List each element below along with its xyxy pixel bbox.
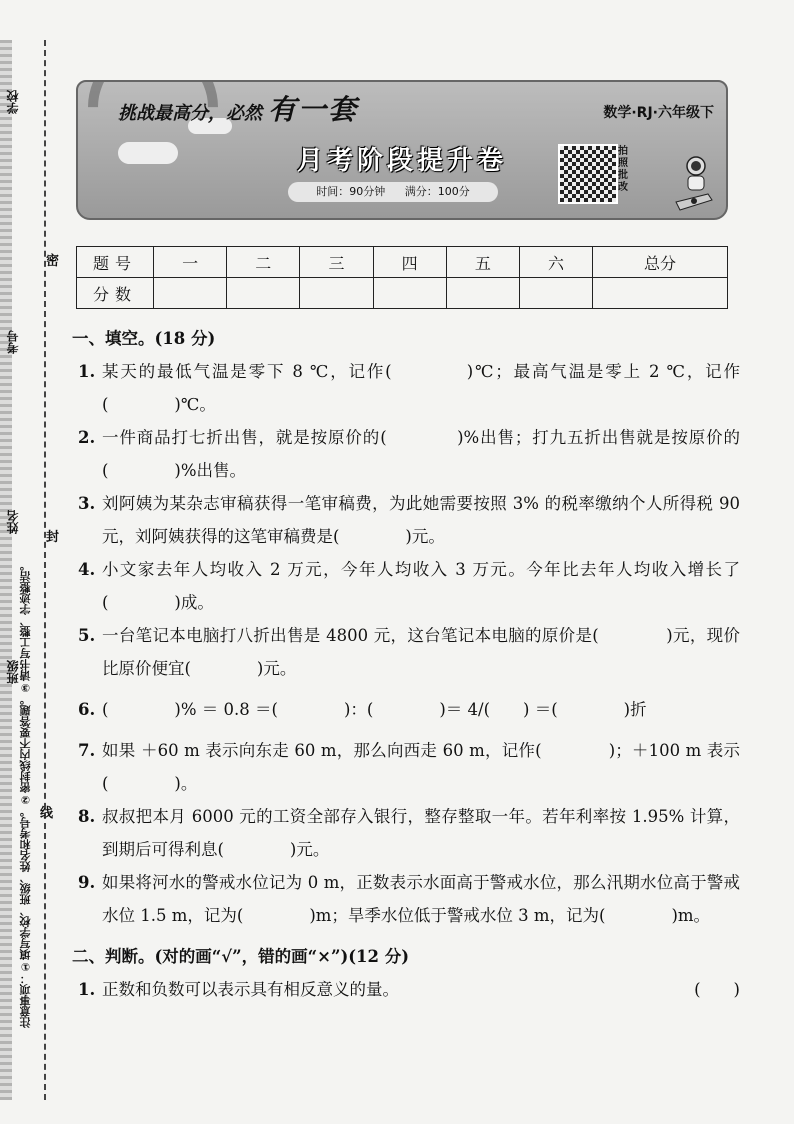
field-exam-number: 考号 (6, 330, 20, 354)
score-cell[interactable] (593, 278, 728, 309)
binding-margin (0, 40, 60, 1100)
question (76, 619, 740, 685)
slogan-big: 有一套 (268, 93, 359, 126)
score-cell[interactable] (227, 278, 300, 309)
question-number: 5. (78, 626, 96, 645)
score-table (76, 246, 728, 309)
seal-mark-feng: 封 (46, 530, 60, 545)
score-column: 一 (154, 247, 227, 278)
question-number: 7. (78, 741, 96, 760)
score-column: 总分 (593, 247, 728, 278)
exam-content (72, 322, 740, 1006)
judge-answer-box[interactable]: ( ) (694, 980, 740, 999)
score-cell[interactable] (373, 278, 446, 309)
score-cell[interactable] (154, 278, 227, 309)
header-banner (76, 80, 728, 220)
score-table-row-label: 题号 (77, 247, 154, 278)
question-text: 叔叔把本月 6000 元的工资全部存入银行，整存整取一年。若年利率按 1.95% 计算，到期后可得利息( )元。 (102, 807, 740, 859)
section-title: 二、判断。(对的画“√”，错的画“×”)(12 分) (72, 947, 410, 966)
qr-code-icon[interactable] (558, 144, 618, 204)
question-text: 一台笔记本电脑打八折出售是 4800 元，这台笔记本电脑的原价是( )元，现价比原价便宜( )元。 (102, 626, 740, 678)
binding-stripe (0, 40, 12, 1100)
full-score: 满分：100分 (404, 185, 470, 198)
question-text: 如果将河水的警戒水位记为 0 m，正数表示水面高于警戒水位，那么汛期水位高于警戒水位 1.5 m，记为( )m；旱季水位低于警戒水位 3 m，记为( )m。 (102, 873, 740, 925)
question-number: 1. (78, 980, 96, 999)
question-text: 刘阿姨为某杂志审稿获得一笔审稿费，为此她需要按照 3% 的税率缴纳个人所得税 90 元，刘阿姨获得的这笔审稿费是( )元。 (102, 494, 740, 546)
question-number: 3. (78, 494, 96, 513)
question (76, 487, 740, 553)
exam-title: 月考阶段提升卷 (296, 146, 507, 176)
field-school: 学校 (6, 90, 20, 114)
score-column: 五 (446, 247, 519, 278)
question-number: 2. (78, 428, 96, 447)
field-class: 班级 (6, 660, 20, 684)
seal-line (44, 40, 46, 1100)
question-number: 9. (78, 873, 96, 892)
score-table-header-row (77, 247, 728, 278)
score-cell[interactable] (446, 278, 519, 309)
question-text (102, 973, 740, 1006)
question (76, 553, 740, 619)
question-text: ( )% ＝ 0.8 ＝( )：( )＝ 4/( ) ＝( )折 (102, 700, 647, 719)
exam-time: 时间：90分钟 (316, 185, 386, 198)
question-number: 6. (78, 700, 96, 719)
score-cell[interactable] (519, 278, 592, 309)
subject-label: 数学·RJ·六年级下 (603, 105, 714, 121)
score-cell[interactable] (300, 278, 373, 309)
score-table-score-row (77, 278, 728, 309)
question (76, 355, 740, 421)
question (76, 973, 740, 1006)
judge-statement: 正数和负数可以表示具有相反意义的量。 (102, 980, 399, 999)
question (76, 800, 740, 866)
question-text: 某天的最低气温是零下 8 ℃，记作( )℃；最高气温是零上 2 ℃，记作( )℃。 (102, 362, 740, 414)
qr-note: 拍照批改 (618, 146, 628, 193)
question-text: 一件商品打七折出售，就是按原价的( )%出售；打九五折出售就是按原价的( )%出售。 (102, 428, 740, 480)
field-name: 姓名 (6, 510, 20, 534)
question (76, 734, 740, 800)
slogan-text: 挑战最高分，必然 (118, 103, 262, 124)
score-column: 六 (519, 247, 592, 278)
question-text: 如果 ＋60 m 表示向东走 60 m，那么向西走 60 m，记作( )；＋100 m 表示( )。 (102, 741, 740, 793)
question (76, 693, 740, 726)
score-column: 四 (373, 247, 446, 278)
score-column: 三 (300, 247, 373, 278)
question-text: 小文家去年人均收入 2 万元，今年人均收入 3 万元。今年比去年人均收入增长了( )成。 (102, 560, 740, 612)
question-number: 8. (78, 807, 96, 826)
astronaut-rocket-icon (674, 154, 714, 214)
seal-mark-xian: 线 (40, 806, 54, 821)
slogan (118, 88, 358, 128)
time-bar (288, 182, 498, 202)
question (76, 866, 740, 932)
binding-notice: 注意事项：①填写学校、班级、姓名和考号。②密封线内不要答题。③请书写工整、字迹整洁。 (19, 560, 32, 1028)
question (76, 421, 740, 487)
score-column: 二 (227, 247, 300, 278)
section-title: 一、填空。(18 分) (72, 329, 216, 348)
seal-mark-mi: 密 (46, 254, 60, 269)
question-number: 4. (78, 560, 96, 579)
score-table-row-label: 分数 (77, 278, 154, 309)
question-number: 1. (78, 362, 96, 381)
